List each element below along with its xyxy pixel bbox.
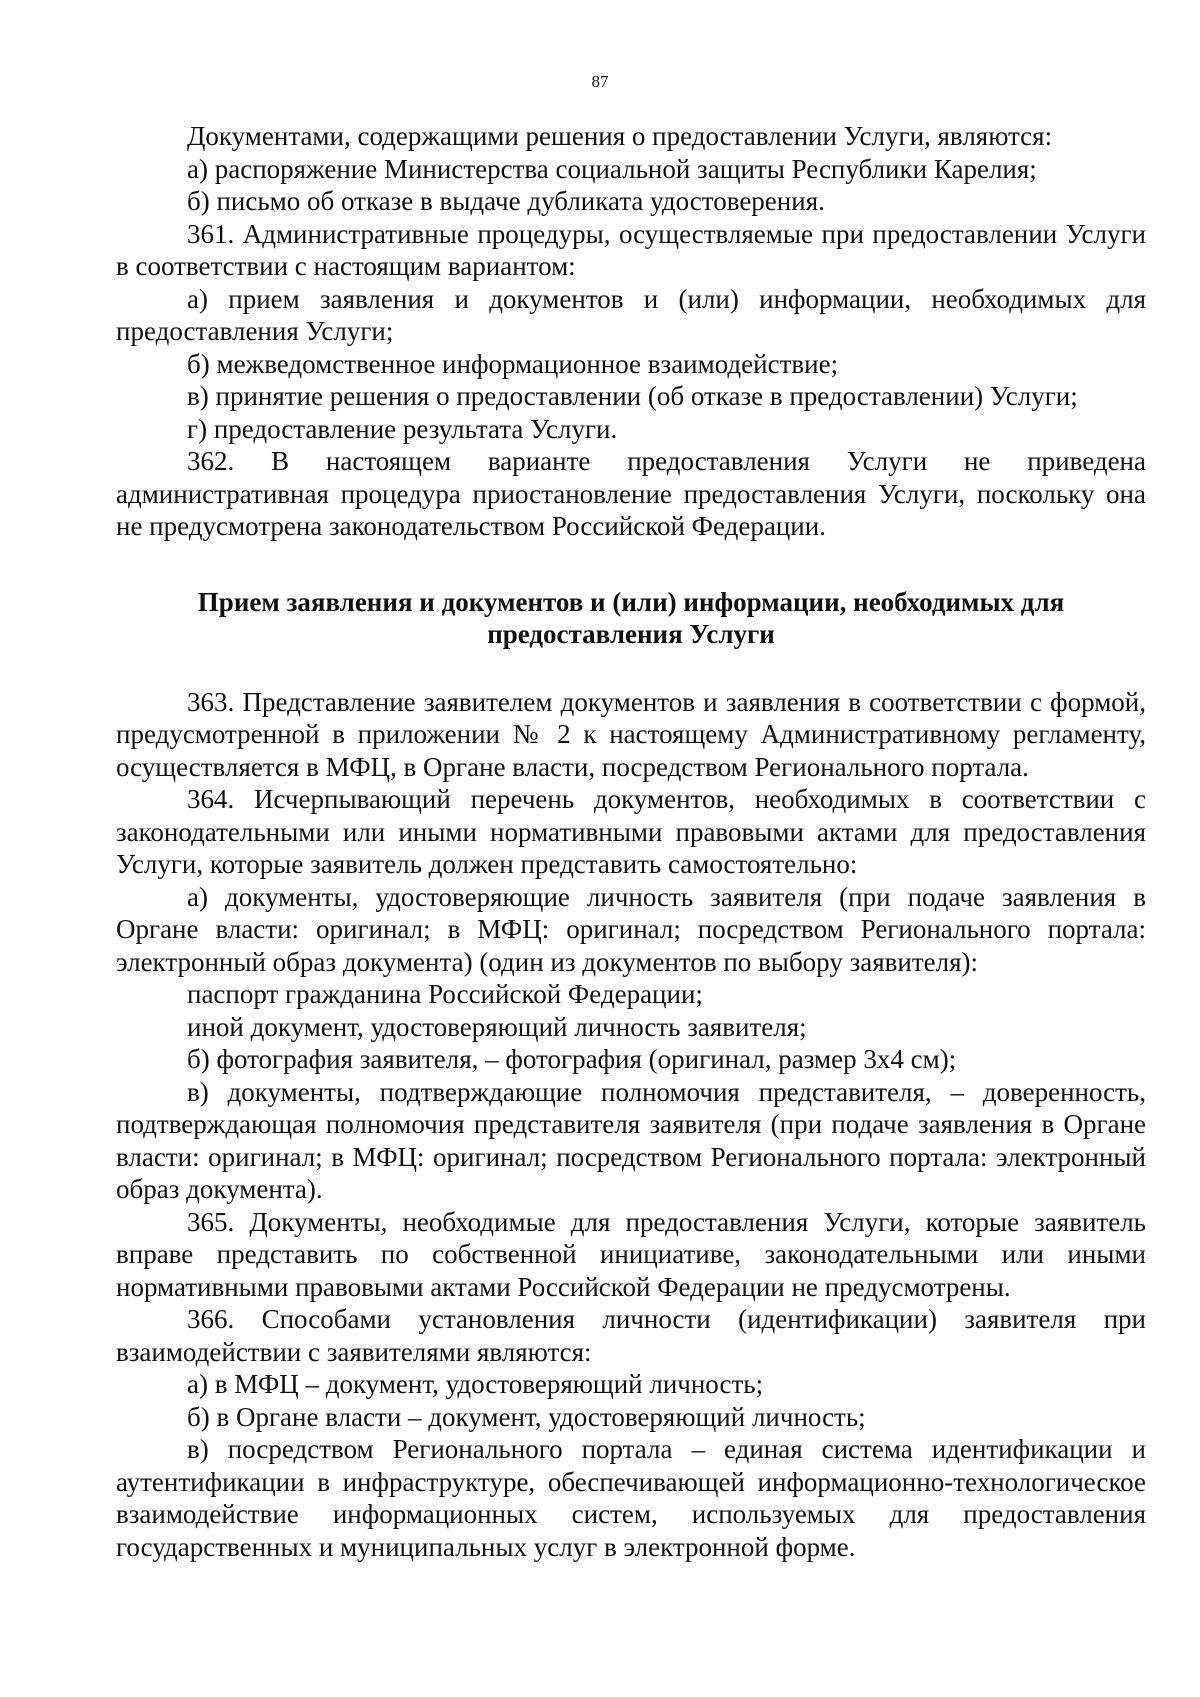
section-before-heading (116, 120, 1146, 543)
section-heading (116, 586, 1146, 651)
paragraph-361: 361. Административные процедуры, осуществляемые при предоставлении Услуги в соответствии с настоящим вариантом: (116, 218, 1146, 281)
list-item: а) в МФЦ – документ, удостоверяющий личность; (187, 1369, 764, 1399)
page-number: 87 (591, 72, 609, 91)
document-body (116, 120, 1146, 1563)
list-item: а) прием заявления и документов и (или) информации, необходимых для предоставления Услуги; (116, 283, 1146, 346)
list-item: б) фотография заявителя, – фотография (оригинал, размер 3х4 см); (187, 1044, 957, 1074)
list-item: паспорт гражданина Российской Федерации; (187, 979, 703, 1009)
list-item: а) документы, удостоверяющие личность заявителя (при подаче заявления в Органе власти: оригинал; в МФЦ: оригинал; посредством Регионального портала: электронный образ документа) (один из документов по выбору заявителя): (116, 881, 1146, 977)
list-item: в) принятие решения о предоставлении (об отказе в предоставлении) Услуги; (187, 381, 1078, 411)
paragraph-362: 362. В настоящем варианте предоставления Услуги не приведена административная процедура приостановление предоставления Услуги, поскольку она не предусмотрена законодательством Российской Федерации. (116, 446, 1146, 541)
section-heading-line-2: предоставления Услуги (487, 619, 775, 649)
paragraph-365: 365. Документы, необходимые для предоставления Услуги, которые заявитель вправе представить по собственной инициативе, законодательными или иными нормативными правовыми актами Российской Федерации не предусмотрены. (116, 1206, 1146, 1302)
list-item: иной документ, удостоверяющий личность заявителя; (187, 1011, 807, 1042)
list-item: б) письмо об отказе в выдаче дубликата удостоверения. (187, 186, 825, 216)
paragraph: Документами, содержащими решения о предоставлении Услуги, являются: (187, 121, 1053, 151)
list-item: б) межведомственное информационное взаимодействие; (187, 348, 839, 379)
list-item: в) документы, подтверждающие полномочия представителя, – доверенность, подтверждающая полномочия представителя заявителя (при подаче заявления в Органе власти: оригинал; в МФЦ: оригинал; посредством Регионального портала: электронный образ документа). (116, 1076, 1146, 1204)
section-after-heading (116, 686, 1146, 1564)
list-item: а) распоряжение Министерства социальной защиты Республики Карелия; (187, 153, 1037, 184)
list-item: б) в Органе власти – документ, удостоверяющий личность; (187, 1401, 866, 1432)
paragraph-364: 364. Исчерпывающий перечень документов, необходимых в соответствии с законодательными или иными нормативными правовыми актами для предоставления Услуги, которые заявитель должен представить самостоятельно: (116, 784, 1146, 879)
list-item: в) посредством Регионального портала – единая система идентификации и аутентификации в инфраструктуре, обеспечивающей информационно-технологическое взаимодействие информационных систем, используемых для предоставления государственных и муниципальных услуг в электронной форме. (116, 1434, 1146, 1562)
list-item: г) предоставление результата Услуги. (187, 413, 618, 444)
paragraph-363: 363. Представление заявителем документов и заявления в соответствии с формой, предусмотренной в приложении № 2 к настоящему Административному регламенту, осуществляется в МФЦ, в Органе власти, посредством Регионального портала. (116, 686, 1146, 782)
paragraph-366: 366. Способами установления личности (идентификации) заявителя при взаимодействии с заявителями являются: (116, 1304, 1146, 1367)
section-heading-line-1: Прием заявления и документов и (или) информации, необходимых для (197, 586, 1065, 617)
